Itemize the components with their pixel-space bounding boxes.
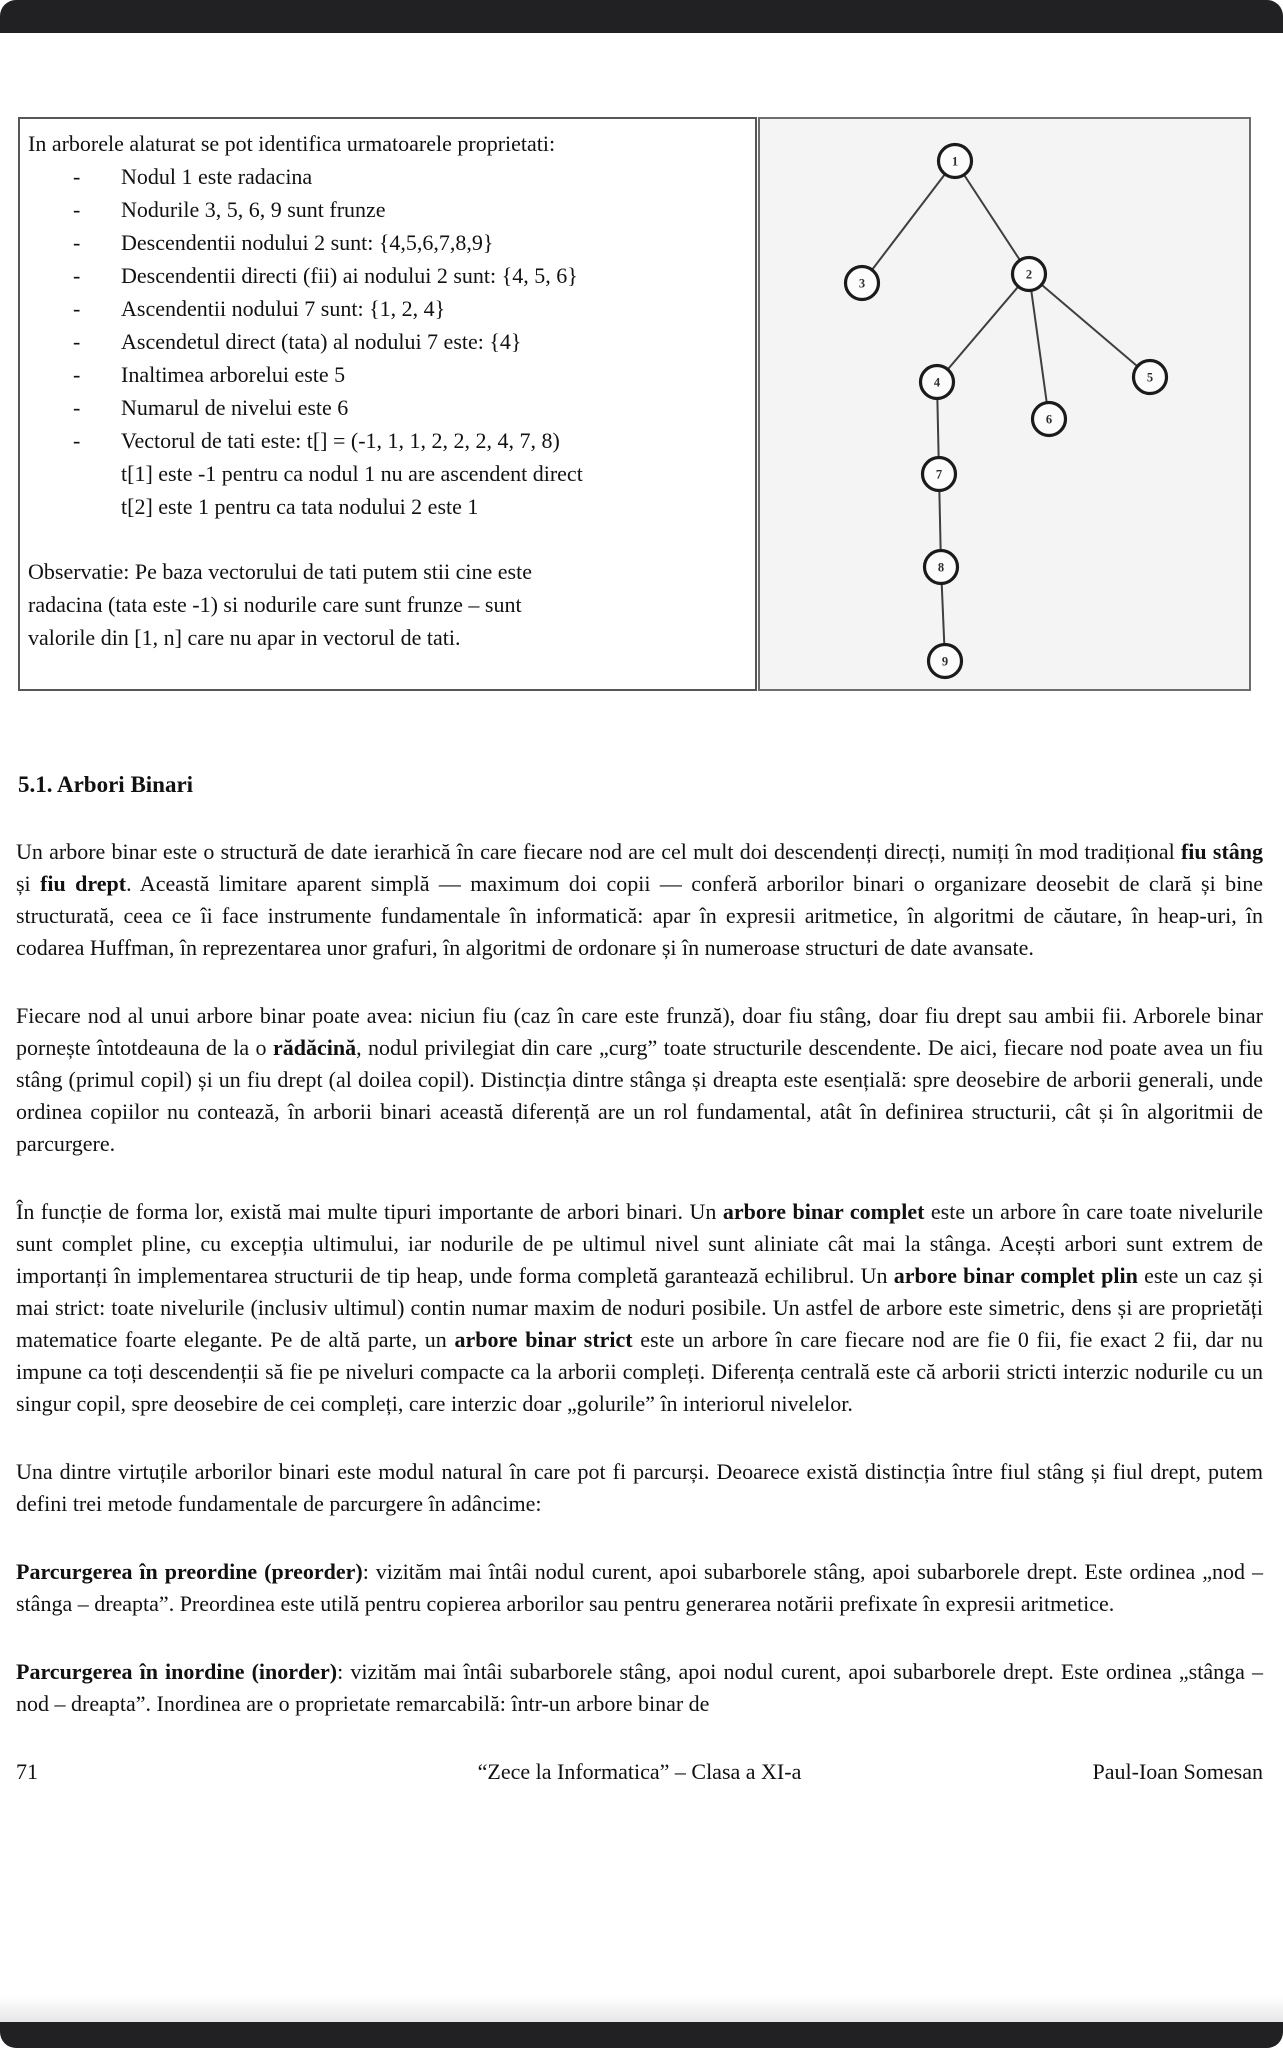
observation-note: Observatie: Pe baza vectorului de tati putem stii cine este radacina (tata este -1) si nodurile care sunt frunze – sunt valorile din [1, n] care nu apar in vectorul de tati. [28, 559, 532, 650]
property-item [28, 358, 745, 391]
bullet-dash: - [73, 296, 81, 321]
properties-and-tree-row [18, 117, 1263, 691]
property-text: Descendentii directi (fii) ai nodului 2 sunt: {4, 5, 6} [121, 263, 578, 288]
window-chrome-bottom-bar [0, 2022, 1283, 2048]
property-item [28, 391, 745, 424]
page-footer [16, 1756, 1263, 1788]
svg-text:1: 1 [951, 154, 959, 169]
svg-text:6: 6 [1045, 412, 1053, 427]
tree-node-1 [939, 145, 972, 178]
tree-edge-2-5 [1029, 274, 1150, 377]
tree-edge-2-4 [937, 274, 1029, 382]
tree-diagram-panel [758, 117, 1251, 691]
svg-text:7: 7 [935, 467, 943, 482]
properties-list [28, 160, 745, 523]
tree-edge-1-2 [955, 161, 1029, 274]
property-item [28, 325, 745, 358]
tree-node-3 [846, 267, 879, 300]
property-item [28, 292, 745, 325]
body-paragraph: Fiecare nod al unui arbore binar poate avea: niciun fiu (caz în care este frunză), doar fiu stâng, doar fiu drept sau ambii fii. Arborele binar pornește întotdeauna de la o rădăcină, nodul privilegiat din care „curg” toate structurile descendente. De aici, fiecare nod poate avea un fiu stâng (primul copil) și un fiu drept (al doilea copil). Distincția dintre stânga și dreapta este esențială: spre deosebire de arborii generali, unde ordinea copiilor nu contează, în arborii binari această diferență are un rol fundamental, atât în definirea structurii, cât și în algoritmii de parcurgere. [16, 1003, 1263, 1156]
property-text: Numarul de nivelui este 6 [121, 395, 349, 420]
tree-node-9 [929, 645, 962, 678]
bullet-dash: - [73, 230, 81, 255]
footer-author: Paul-Ioan Somesan [1092, 1759, 1263, 1784]
property-subline: t[2] este 1 pentru ca tata nodului 2 este 1 [121, 494, 479, 519]
body-paragraph: Parcurgerea în inordine (inorder): vizităm mai întâi subarborele stâng, apoi nodul curent, apoi subarborele drept. Este ordinea „stânga – nod – dreapta”. Inordinea are o proprietate remarcabilă: într-un arbore binar de [16, 1659, 1263, 1716]
svg-text:4: 4 [933, 375, 941, 390]
property-subline: t[1] este -1 pentru ca nodul 1 nu are ascendent direct [121, 461, 583, 486]
properties-intro: In arborele alaturat se pot identifica urmatoarele proprietati: [28, 131, 556, 156]
body-paragraph: În funcție de forma lor, există mai multe tipuri importante de arbori binari. Un arbore binar complet este un arbore în care toate nivelurile sunt complet pline, cu excepția ultimului, iar nodurile de pe ultimul nivel sunt aliniate cât mai la stânga. Acești arbori sunt extrem de importanți în implementarea structurii de tip heap, unde forma completă garantează echilibrul. Un arbore binar complet plin este un caz și mai strict: toate nivelurile (inclusiv ultimul) contin numar maxim de noduri posibile. Un astfel de arbore este simetric, dens și are proprietăți matematice foarte elegante. Pe de altă parte, un arbore binar strict este un arbore în care fiecare nod are fie 0 fii, fie exact 2 fii, dar nu impune ca toți descendenții să fie pe niveluri compacte ca la arborii compleți. Diferența centrală este că arborii stricti interzic nodurile cu un singur copil, spre deosebire de cei compleți, care interzic doar „golurile” în interiorul nivelelor. [16, 1199, 1264, 1416]
tree-edge-1-3 [862, 161, 955, 283]
property-text: Ascendetul direct (tata) al nodului 7 este: {4} [121, 329, 522, 354]
bullet-dash: - [73, 263, 81, 288]
page-content [16, 33, 1263, 1788]
property-text: Nodul 1 este radacina [121, 164, 313, 189]
tree-node-5 [1134, 361, 1167, 394]
bullet-dash: - [73, 164, 81, 189]
property-item [28, 259, 745, 292]
bullet-dash: - [73, 395, 81, 420]
body-paragraph: Parcurgerea în preordine (preorder): vizităm mai întâi nodul curent, apoi subarborele stâng, apoi subarborele drept. Este ordinea „nod – stânga – dreapta”. Preordinea este utilă pentru copierea arborilor sau pentru generarea notării prefixate în expresii aritmetice. [16, 1559, 1263, 1616]
tree-properties-box [18, 117, 757, 691]
tree-node-6 [1033, 403, 1066, 436]
bullet-dash: - [73, 362, 81, 387]
property-text: Vectorul de tati este: t[] = (-1, 1, 1, 2, 2, 2, 4, 7, 8) [121, 428, 560, 453]
property-text: Descendentii nodului 2 sunt: {4,5,6,7,8,9} [121, 230, 494, 255]
property-item [28, 160, 745, 193]
property-item [28, 226, 745, 259]
bullet-dash: - [73, 329, 81, 354]
tree-diagram [760, 119, 1249, 689]
window-chrome-top-bar [0, 0, 1283, 33]
tree-node-2 [1013, 258, 1046, 291]
property-text: Inaltimea arborelui este 5 [121, 362, 346, 387]
property-text: Ascendentii nodului 7 sunt: {1, 2, 4} [121, 296, 446, 321]
body-paragraph: Una dintre virtuțile arborilor binari este modul natural în care pot fi parcurși. Deoarece există distincția între fiul stâng și fiul drept, putem defini trei metode fundamentale de parcurgere în adâncime: [16, 1459, 1263, 1516]
svg-text:8: 8 [937, 560, 945, 575]
property-item [28, 193, 745, 226]
svg-text:3: 3 [858, 276, 866, 291]
footer-page-number: 71 [16, 1759, 38, 1784]
property-item [28, 424, 745, 457]
svg-text:2: 2 [1025, 267, 1033, 282]
bullet-dash: - [73, 428, 81, 453]
section-heading: 5.1. Arbori Binari [18, 772, 194, 797]
tree-node-7 [923, 458, 956, 491]
tree-node-8 [925, 551, 958, 584]
svg-text:5: 5 [1146, 370, 1154, 385]
bullet-dash: - [73, 197, 81, 222]
body-paragraphs [16, 836, 1263, 1720]
tree-edge-2-6 [1029, 274, 1049, 419]
tree-node-4 [921, 366, 954, 399]
page-bottom-shading [0, 1996, 1283, 2022]
property-text: Nodurile 3, 5, 6, 9 sunt frunze [121, 197, 386, 222]
footer-book-title: “Zece la Informatica” – Clasa a XI-a [477, 1759, 802, 1784]
body-paragraph: Un arbore binar este o structură de date ierarhică în care fiecare nod are cel mult doi descendenți direcți, numiți în mod tradițional fiu stâng și fiu drept. Această limitare aparent simplă — maximum doi copii — conferă arborilor binari o organizare deosebit de clară și bine structurată, ceea ce îi face instrumente fundamentale în informatică: apar în expresii aritmetice, în algoritmi de căutare, în heap-uri, în codarea Huffman, în reprezentarea unor grafuri, în algoritmi de ordonare și în numeroase structuri de date avansate. [16, 839, 1264, 960]
svg-text:9: 9 [941, 654, 949, 669]
